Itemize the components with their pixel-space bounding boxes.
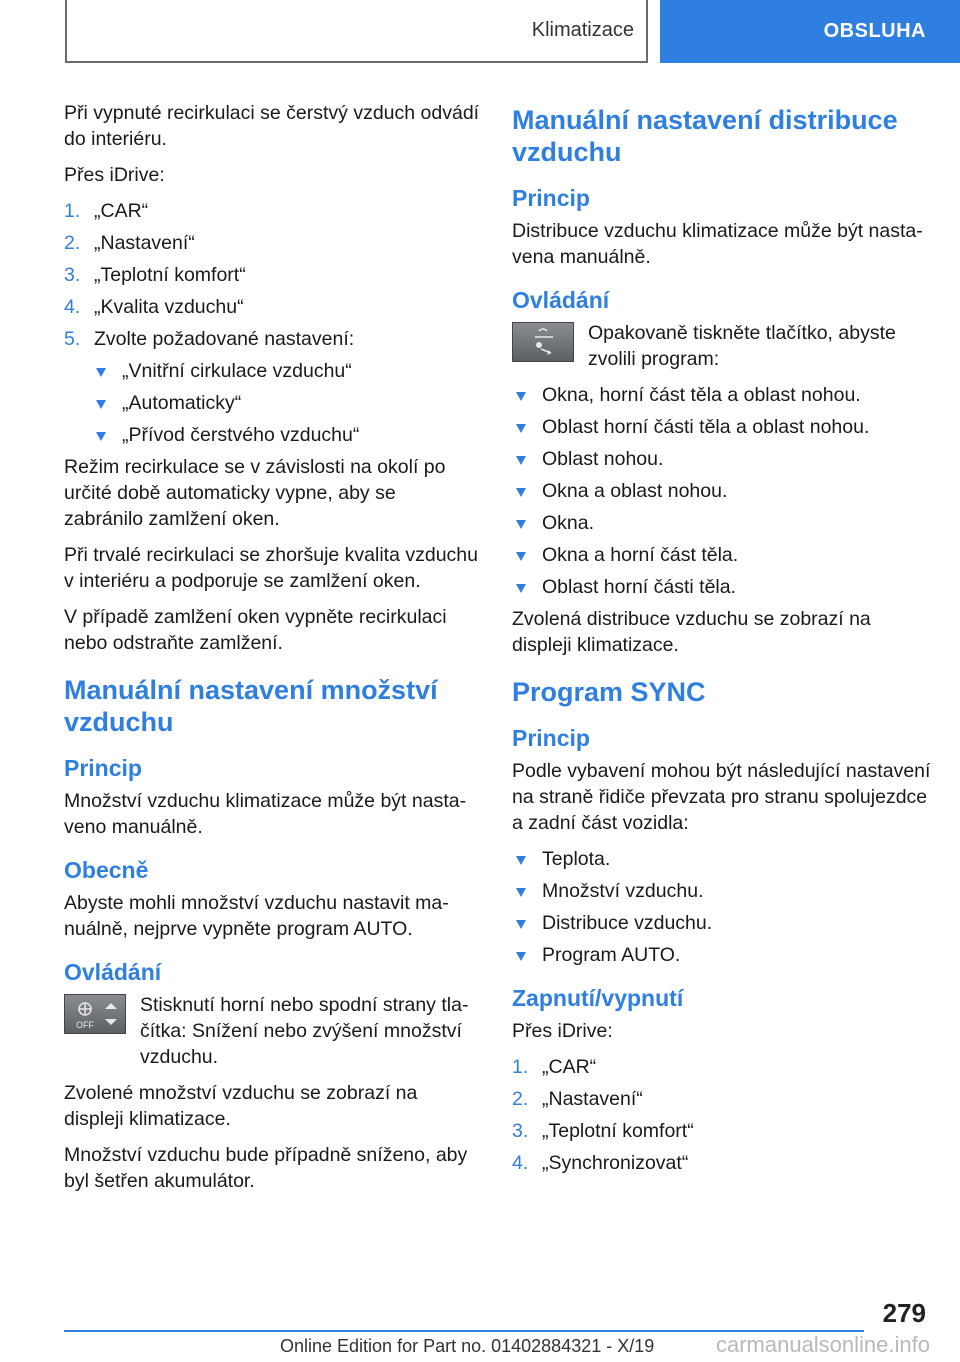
triangle-bullet-icon xyxy=(516,456,526,465)
paragraph: Režim recirkulace se v závislosti na okolí po určité době automaticky vypne, aby se zabránilo zamlžení oken. xyxy=(64,456,446,530)
list-item xyxy=(512,1086,932,1112)
paragraph: Množství vzduchu klimatizace může být nastaveno manuálně. xyxy=(64,790,467,838)
triangle-bullet-icon xyxy=(516,488,526,497)
triangle-bullet-icon xyxy=(516,392,526,401)
subsection-heading: Ovládání xyxy=(512,287,610,313)
footer-edition: Online Edition for Part no. 01402884321 - X/19 xyxy=(280,1336,655,1356)
step-number: 4. xyxy=(64,296,81,318)
list-item xyxy=(92,422,480,448)
right-column xyxy=(512,100,932,1182)
sync-text: Program AUTO. xyxy=(542,944,681,966)
program-text: Oblast horní části těla a oblast nohou. xyxy=(542,416,870,438)
off-label: OFF xyxy=(76,1020,94,1030)
list-item xyxy=(92,390,480,416)
subsection-heading: Zapnutí/vypnutí xyxy=(512,985,684,1011)
list-item xyxy=(64,262,480,288)
triangle-bullet-icon xyxy=(516,856,526,865)
sync-text: Množství vzduchu. xyxy=(542,880,704,902)
step-number: 1. xyxy=(512,1056,529,1078)
step-text: „Nastavení“ xyxy=(94,232,195,254)
step-text: „Kvalita vzduchu“ xyxy=(94,296,244,318)
subsection-heading: Princip xyxy=(512,725,590,751)
list-item xyxy=(512,878,932,904)
program-text: Okna. xyxy=(542,512,595,534)
header-section-title: Klimatizace xyxy=(531,19,634,41)
paragraph: Přes iDrive: xyxy=(512,1020,613,1042)
sync-text: Distribuce vzduchu. xyxy=(542,912,713,934)
paragraph: Distribuce vzduchu klimatizace může být nastavena manuálně. xyxy=(512,220,923,268)
list-item xyxy=(92,358,480,384)
list-item xyxy=(512,414,932,440)
section-heading: Program SYNC xyxy=(512,677,706,707)
triangle-bullet-icon xyxy=(516,888,526,897)
triangle-bullet-icon xyxy=(516,552,526,561)
sync-list xyxy=(512,846,932,968)
step-text: „Teplotní komfort“ xyxy=(94,264,246,286)
triangle-bullet-icon xyxy=(516,584,526,593)
program-list xyxy=(512,382,932,600)
paragraph: Množství vzduchu bude případně sníženo, aby byl šetřen akumulátor. xyxy=(64,1144,468,1192)
step-list xyxy=(64,198,480,352)
triangle-bullet-icon xyxy=(516,520,526,529)
program-text: Okna a horní část těla. xyxy=(542,544,739,566)
paragraph: Při trvalé recirkulaci se zhoršuje kvalita vzduchu v interiéru a podporuje se zamlžení oken. xyxy=(64,544,478,592)
step-text: „CAR“ xyxy=(94,200,149,222)
list-item xyxy=(64,326,480,352)
step-text: „Teplotní komfort“ xyxy=(542,1120,694,1142)
program-text: Oblast horní části těla. xyxy=(542,576,737,598)
list-item xyxy=(64,198,480,224)
list-item xyxy=(512,510,932,536)
triangle-bullet-icon xyxy=(96,432,106,441)
triangle-bullet-icon xyxy=(96,400,106,409)
list-item xyxy=(512,542,932,568)
fan-button-icon xyxy=(64,994,126,1034)
subsection-heading: Princip xyxy=(64,755,142,781)
step-number: 3. xyxy=(512,1120,529,1142)
step-text: „CAR“ xyxy=(542,1056,597,1078)
section-heading: Manuální nastavení množství vzduchu xyxy=(64,675,438,737)
triangle-bullet-icon xyxy=(516,952,526,961)
watermark: carmanualsonline.info xyxy=(715,1332,930,1357)
triangle-bullet-icon xyxy=(96,368,106,377)
paragraph: Zvolené množství vzduchu se zobrazí na displeji klimatizace. xyxy=(64,1082,418,1130)
page-number: 279 xyxy=(882,1298,926,1328)
step-number: 1. xyxy=(64,200,81,222)
header-chapter-tab xyxy=(660,0,960,63)
step-text: „Synchronizovat“ xyxy=(542,1152,689,1174)
triangle-bullet-icon xyxy=(516,424,526,433)
subsection-heading: Princip xyxy=(512,185,590,211)
section-heading: Manuální nastavení distribuce vzduchu xyxy=(512,105,898,167)
list-item xyxy=(64,230,480,256)
program-text: Okna, horní část těla a oblast nohou. xyxy=(542,384,861,406)
control-text: Opakovaně tiskněte tlačítko, abyste zvolili program: xyxy=(588,322,896,370)
step-text: „Nastavení“ xyxy=(542,1088,643,1110)
option-text: „Přívod čerstvého vzduchu“ xyxy=(122,424,360,446)
list-item xyxy=(512,846,932,872)
step-number: 3. xyxy=(64,264,81,286)
control-description xyxy=(512,320,932,372)
step-list xyxy=(512,1054,932,1176)
subsection-heading: Obecně xyxy=(64,857,149,883)
list-item xyxy=(512,382,932,408)
left-column xyxy=(64,100,480,1204)
header-chapter-title: OBSLUHA xyxy=(823,20,926,42)
step-number: 2. xyxy=(512,1088,529,1110)
list-item xyxy=(512,574,932,600)
list-item xyxy=(512,478,932,504)
list-item xyxy=(512,1150,932,1176)
subsection-heading: Ovládání xyxy=(64,959,162,985)
option-text: „Automaticky“ xyxy=(122,392,242,414)
step-number: 2. xyxy=(64,232,81,254)
step-number: 5. xyxy=(64,328,81,350)
list-item xyxy=(512,910,932,936)
step-text: Zvolte požadované nastavení: xyxy=(94,328,355,350)
list-item xyxy=(512,1118,932,1144)
control-description xyxy=(64,992,480,1070)
paragraph: V případě zamlžení oken vypněte recirkulaci nebo odstraňte zamlžení. xyxy=(64,606,447,654)
option-text: „Vnitřní cirkulace vzduchu“ xyxy=(122,360,352,382)
program-text: Oblast nohou. xyxy=(542,448,664,470)
list-item xyxy=(512,446,932,472)
paragraph: Podle vybavení mohou být následující nastavení na straně řidiče převzata pro stranu spolujezdce a zadní část vozidla: xyxy=(512,760,931,834)
list-item xyxy=(64,294,480,320)
list-item xyxy=(512,1054,932,1080)
option-list xyxy=(92,358,480,448)
paragraph: Při vypnuté recirkulaci se čerstvý vzduch odvádí do interiéru. xyxy=(64,102,480,150)
air-distribution-button-icon xyxy=(512,322,574,362)
list-item xyxy=(512,942,932,968)
triangle-bullet-icon xyxy=(516,920,526,929)
program-text: Okna a oblast nohou. xyxy=(542,480,728,502)
header-section-box xyxy=(65,0,648,63)
paragraph: Abyste mohli množství vzduchu nastavit manuálně, nejprve vypněte program AUTO. xyxy=(64,892,449,940)
step-number: 4. xyxy=(512,1152,529,1174)
control-text: Stisknutí horní nebo spodní strany tlačítka: Snížení nebo zvýšení množství vzduchu. xyxy=(140,994,469,1068)
paragraph: Zvolená distribuce vzduchu se zobrazí na displeji klimatizace. xyxy=(512,608,871,656)
paragraph: Přes iDrive: xyxy=(64,164,165,186)
sync-text: Teplota. xyxy=(542,848,611,870)
